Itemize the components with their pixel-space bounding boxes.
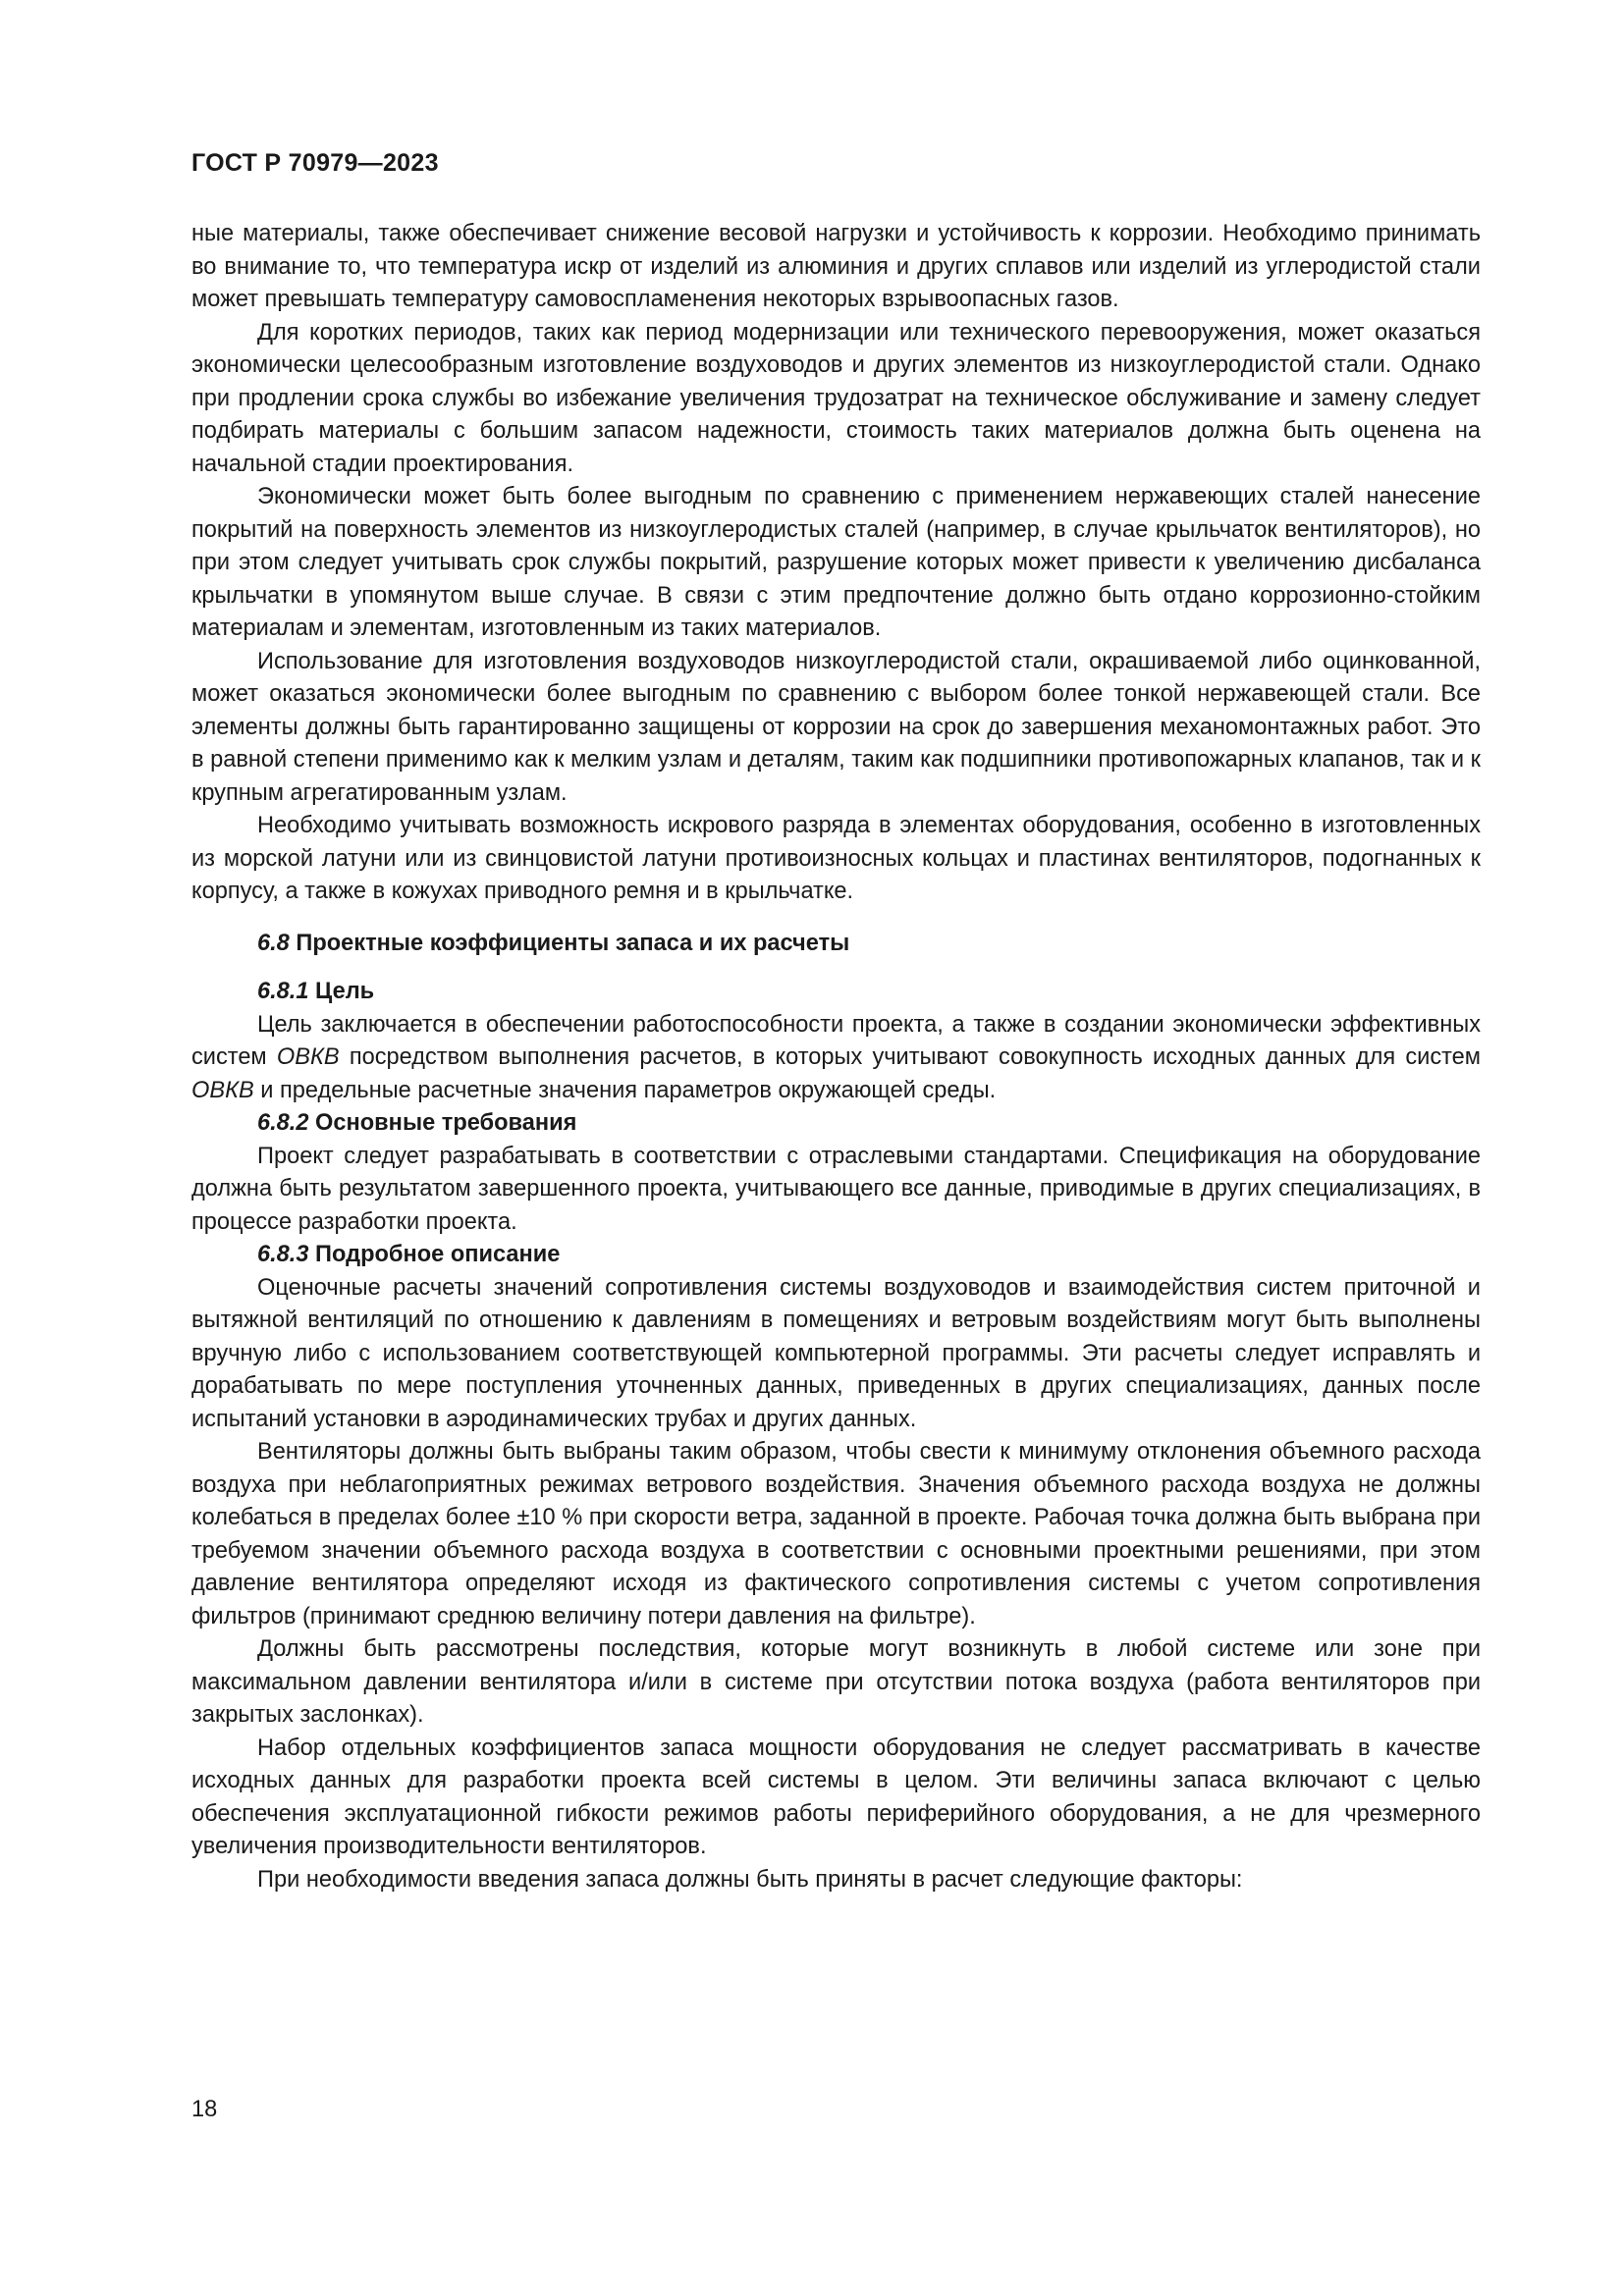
section-title: Проектные коэффициенты запаса и их расчеты bbox=[296, 930, 850, 956]
paragraph bbox=[191, 1009, 1481, 1108]
document-body bbox=[191, 218, 1481, 1896]
paragraph: Проект следует разрабатывать в соответствии с отраслевыми стандартами. Спецификация на оборудование должна быть результатом завершенного проекта, учитывающего все данные, приводимые в других специализациях, в процессе разработки проекта. bbox=[191, 1143, 1481, 1235]
paragraph: Для коротких периодов, таких как период модернизации или технического перевооружения, может оказаться экономически целесообразным изготовление воздуховодов и других элементов из низкоуглеродистой стали. Однако при продлении срока службы во избежание увеличения трудозатрат на техническое обслуживание и замену следует подбирать материалы с большим запасом надежности, стоимость таких материалов должна быть оценена на начальной стадии проектирования. bbox=[191, 319, 1481, 477]
page-number: 18 bbox=[191, 2097, 218, 2122]
paragraph: При необходимости введения запаса должны быть приняты в расчет следующие факторы: bbox=[257, 1866, 1243, 1893]
paragraph: Должны быть рассмотрены последствия, которые могут возникнуть в любой системе или зоне при максимальном давлении вентилятора и/или в системе при отсутствии потока воздуха (работа вентиляторов при закрытых заслонках). bbox=[191, 1636, 1481, 1728]
section-title: Цель bbox=[315, 979, 375, 1004]
text-run: посредством выполнения расчетов, в которых учитывают совокупность исходных данных для систем bbox=[339, 1044, 1481, 1070]
text-run: Цель заключается в обеспечении работоспособности проекта, а также в создании экономически эффективных систем bbox=[191, 1011, 1481, 1070]
document-header: ГОСТ Р 70979—2023 bbox=[191, 149, 439, 177]
section-heading-6-8 bbox=[191, 928, 1481, 961]
section-heading-6-8-3 bbox=[191, 1239, 1481, 1272]
paragraph: Набор отдельных коэффициентов запаса мощности оборудования не следует рассматривать в качестве исходных данных для разработки проекта всей системы в целом. Эти величины запаса включают с целью обеспечения эксплуатационной гибкости режимов работы периферийного оборудования, а не для чрезмерного увеличения производительности вентиляторов. bbox=[191, 1735, 1481, 1859]
paragraph: Необходимо учитывать возможность искрового разряда в элементах оборудования, особенно в изготовленных из морской латуни или из свинцовистой латуни противоизносных кольцах и пластинах вентиляторов, подогнанных к корпусу, а также в кожухах приводного ремня и в крыльчатке. bbox=[191, 813, 1481, 904]
section-number: 6.8.2 bbox=[257, 1110, 309, 1136]
paragraph: ные материалы, также обеспечивает снижение весовой нагрузки и устойчивость к коррозии. Необходимо принимать во внимание то, что температура искр от изделий из алюминия и других сплавов или изделий из углеродистой стали может превышать температуру самовоспламенения некоторых взрывоопасных газов. bbox=[191, 221, 1481, 312]
section-title: Основные требования bbox=[315, 1110, 577, 1136]
section-title: Подробное описание bbox=[315, 1242, 561, 1267]
paragraph: Использование для изготовления воздуховодов низкоуглеродистой стали, окрашиваемой либо оцинкованной, может оказаться экономически более выгодным по сравнению с выбором более тонкой нержавеющей стали. Все элементы должны быть гарантированно защищены от коррозии на срок до завершения механомонтажных работ. Это в равной степени применимо как к мелким узлам и деталям, таким как подшипники противопожарных клапанов, так и к крупным агрегатированным узлам. bbox=[191, 648, 1481, 806]
paragraph: Вентиляторы должны быть выбраны таким образом, чтобы свести к минимуму отклонения объемного расхода воздуха при неблагоприятных режимах ветрового воздействия. Значения объемного расхода воздуха не должны колебаться в пределах более ±10 % при скорости ветра, заданной в проекте. Рабочая точка должна быть выбрана при требуемом значении объемного расхода воздуха в соответствии с основными проектными решениями, при этом давление вентилятора определяют исходя из фактического сопротивления системы с учетом сопротивления фильтров (принимают среднюю величину потери давления на фильтре). bbox=[191, 1439, 1481, 1629]
abbreviation: ОВКВ bbox=[191, 1077, 254, 1103]
section-heading-6-8-1 bbox=[191, 976, 1481, 1009]
paragraph: Оценочные расчеты значений сопротивления системы воздуховодов и взаимодействия систем приточной и вытяжной вентиляций по отношению к давлениям в помещениях и ветровым воздействиям могут быть выполнены вручную либо с использованием соответствующей компьютерной программы. Эти расчеты следует исправлять и дорабатывать по мере поступления уточненных данных, приведенных в других специализациях, данных после испытаний установки в аэродинамических трубах и других данных. bbox=[191, 1274, 1481, 1432]
paragraph: Экономически может быть более выгодным по сравнению с применением нержавеющих сталей нанесение покрытий на поверхность элементов из низкоуглеродистых сталей (например, в случае крыльчаток вентиляторов), но при этом следует учитывать срок службы покрытий, разрушение которых может привести к увеличению дисбаланса крыльчатки в упомянутом выше случае. В связи с этим предпочтение должно быть отдано коррозионно-стойким материалам и элементам, изготовленным из таких материалов. bbox=[191, 484, 1481, 641]
text-run: и предельные расчетные значения параметров окружающей среды. bbox=[253, 1077, 997, 1103]
section-heading-6-8-2 bbox=[191, 1107, 1481, 1141]
section-number: 6.8 bbox=[257, 930, 290, 956]
abbreviation: ОВКВ bbox=[276, 1044, 340, 1070]
section-number: 6.8.3 bbox=[257, 1242, 309, 1267]
section-number: 6.8.1 bbox=[257, 979, 309, 1004]
